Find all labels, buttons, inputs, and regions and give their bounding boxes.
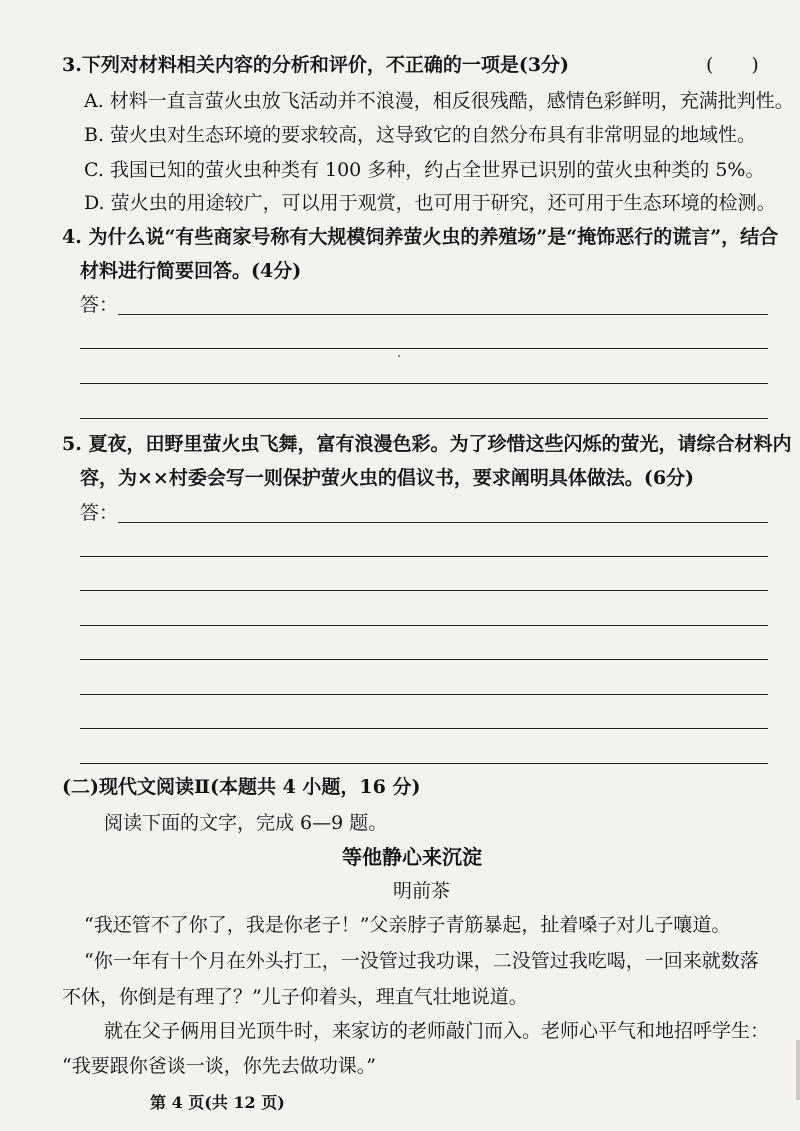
q4-answer-line[interactable]: [80, 348, 768, 349]
article-paragraph: 就在父子俩用目光顶牛时，来家访的老师敲门而入。老师心平气和地招呼学生：: [104, 1020, 770, 1042]
page-edge-shadow: [796, 1040, 800, 1100]
q5-answer-line[interactable]: [80, 728, 768, 729]
q3-option-a: A. 材料一直言萤火虫放飞活动并不浪漫，相反很残酷，感情色彩鲜明，充满批判性。: [84, 90, 794, 112]
q3-option-b: B. 萤火虫对生态环境的要求较高，这导致它的自然分布具有非常明显的地域性。: [84, 124, 757, 146]
q3-answer-paren[interactable]: ( ): [706, 54, 759, 76]
q4-answer-label: 答：: [80, 294, 119, 316]
q5-answer-line[interactable]: [80, 694, 768, 695]
q5-answer-line[interactable]: [80, 659, 768, 660]
q4-stem-line1: 4. 为什么说“有些商家号称有大规模饲养萤火虫的养殖场”是“掩饰恶行的谎言”，结合: [62, 226, 779, 248]
article-author: 明前茶: [393, 880, 451, 902]
q5-answer-line[interactable]: [80, 763, 768, 764]
article-title: 等他静心来沉淀: [342, 845, 482, 869]
q5-answer-line[interactable]: [80, 590, 768, 591]
q5-stem-line2: 容，为××村委会写一则保护萤火虫的倡议书，要求阐明具体做法。(6分): [80, 467, 695, 489]
q3-option-c: C. 我国已知的萤火虫种类有 100 多种，约占全世界已识别的萤火虫种类的 5%。: [84, 159, 765, 181]
q4-answer-line[interactable]: [118, 314, 768, 315]
article-paragraph: 不休，你倒是有理了？”儿子仰着头，理直气壮地说道。: [62, 986, 528, 1008]
q5-answer-line[interactable]: [80, 625, 768, 626]
article-paragraph: “我还管不了你了，我是你老子！”父亲脖子青筋暴起，扯着嗓子对儿子嚷道。: [84, 914, 731, 936]
q5-answer-line[interactable]: [80, 556, 768, 557]
q3-stem: 3.下列对材料相关内容的分析和评价，不正确的一项是(3分): [62, 54, 570, 76]
q4-answer-line[interactable]: [80, 418, 768, 419]
q5-answer-label: 答：: [80, 502, 119, 524]
article-paragraph: “你一年有十个月在外头打工，一没管过我功课，二没管过我吃喝，一回来就数落: [84, 950, 759, 972]
q4-answer-line[interactable]: [80, 383, 768, 384]
q3-option-d: D. 萤火虫的用途较广，可以用于观赏，也可用于研究，还可用于生态环境的检测。: [84, 192, 776, 214]
q5-answer-line[interactable]: [118, 522, 768, 523]
article-paragraph: “我要跟你爸谈一谈，你先去做功课。”: [62, 1055, 376, 1077]
q5-stem-line1: 5. 夏夜，田野里萤火虫飞舞，富有浪漫色彩。为了珍惜这些闪烁的萤光，请综合材料内: [62, 433, 792, 455]
page-number: 第 4 页(共 12 页): [150, 1093, 285, 1112]
section-instruction: 阅读下面的文字，完成 6—9 题。: [104, 812, 388, 834]
q4-stem-line2: 材料进行简要回答。(4分): [80, 260, 302, 282]
section-heading: (二)现代文阅读Ⅱ(本题共 4 小题，16 分): [62, 776, 421, 798]
speck: [398, 355, 400, 357]
